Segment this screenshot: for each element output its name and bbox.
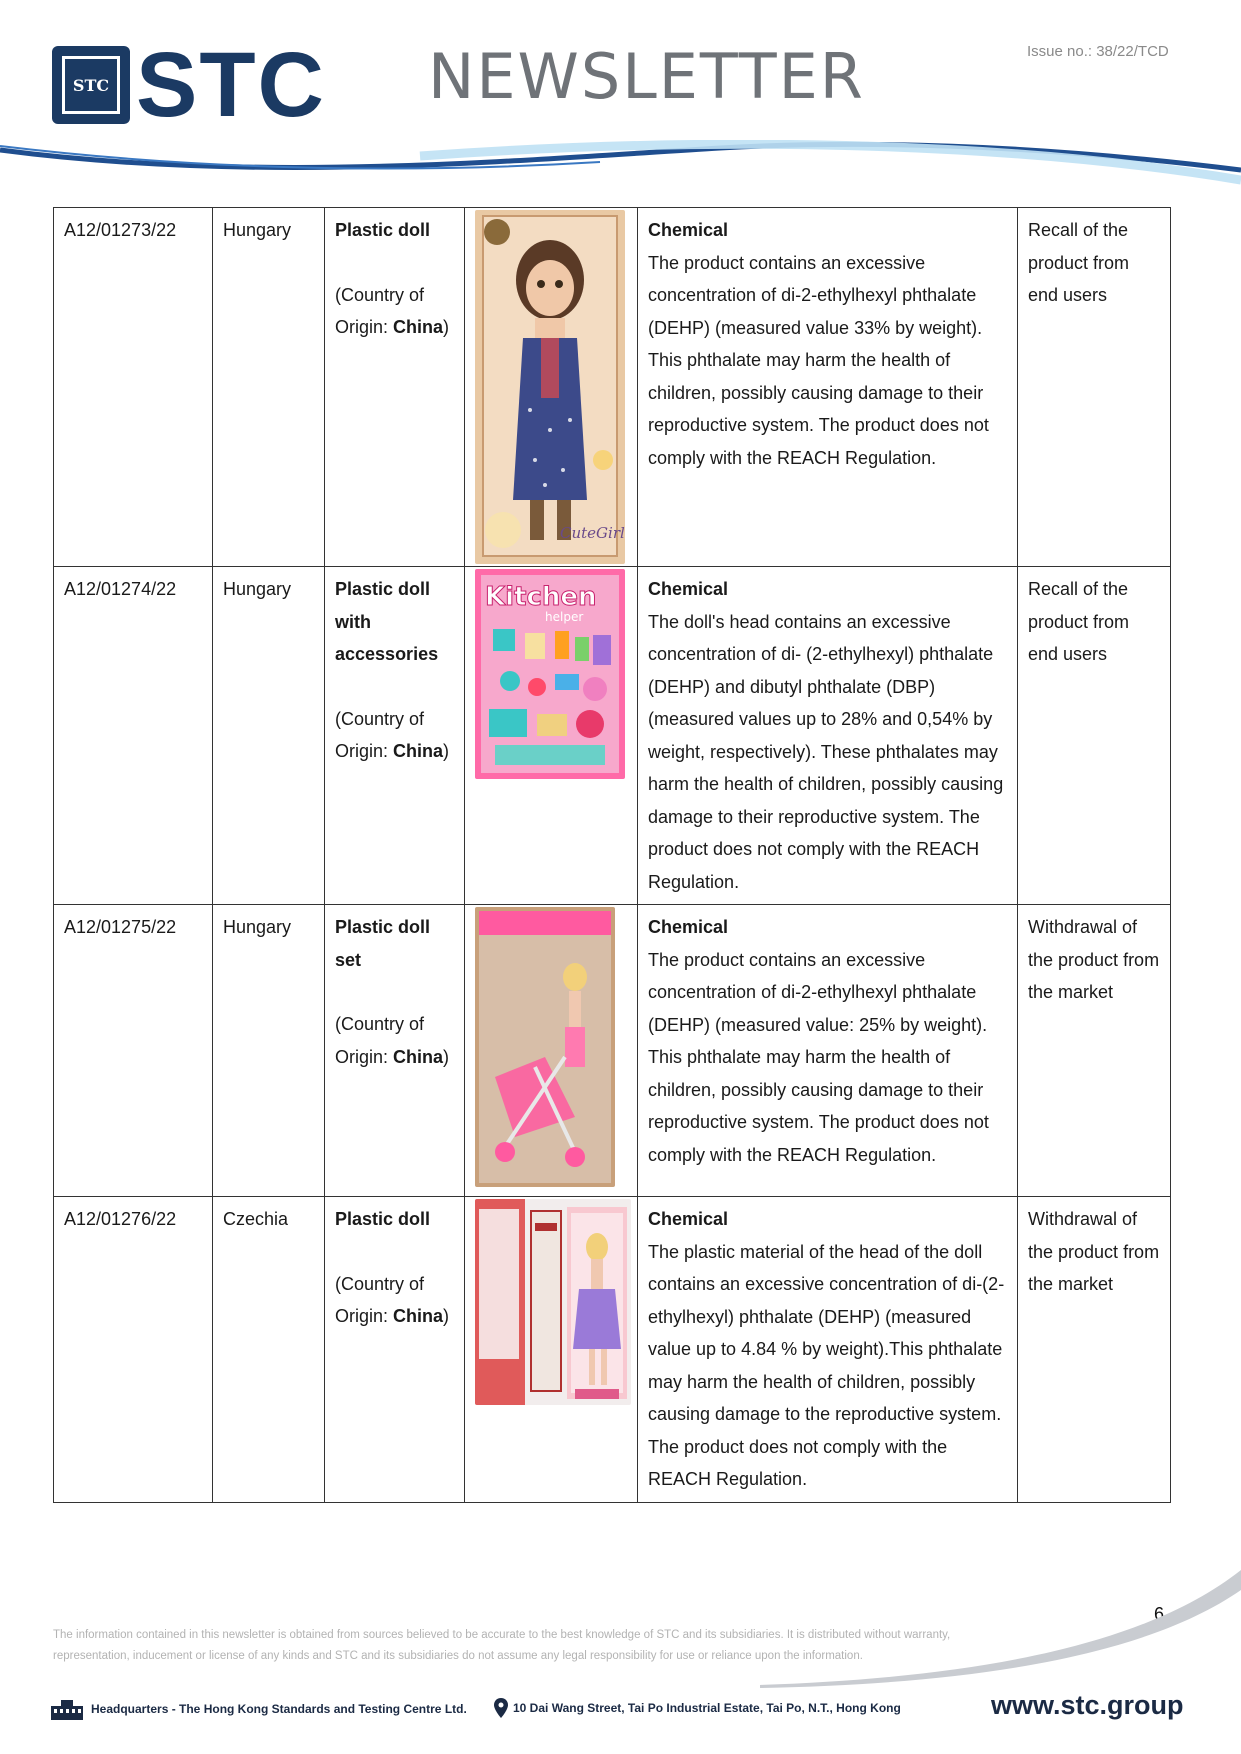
table-row — [54, 905, 1171, 1197]
hazard-cell — [638, 905, 1018, 1197]
alert-ref: A12/01276/22 — [54, 1197, 213, 1503]
newsletter-title: NEWSLETTER — [428, 40, 865, 113]
hq-block — [49, 1698, 467, 1720]
hazard-cell — [638, 1197, 1018, 1503]
alert-country: Hungary — [213, 567, 325, 905]
origin-close: ) — [443, 317, 450, 337]
origin-country: China — [393, 1306, 444, 1326]
product-cell — [325, 208, 465, 567]
product-photo-kitchen-set — [475, 569, 625, 779]
alert-ref: A12/01274/22 — [54, 567, 213, 905]
hazard-cell — [638, 567, 1018, 905]
hazard-description: The doll's head contains an excessive concentration of di- (2-ethylhexyl) phthalate (DEHP) and dibutyl phthalate (DBP) (measured values up to 28% and 0,54% by weight, respectively). These phthalates may harm the health of children, possibly causing damage to their reproductive system. The product does not comply with the REACH Regulation. — [648, 611, 1004, 892]
hazard-cell — [638, 208, 1018, 567]
hazard-description: The plastic material of the head of the doll contains an excessive concentration of di-(2-ethylhexyl) phthalate (DEHP) (measured value up to 4.84 % by weight).This phthalate may harm the health of children, possibly causing damage to the reproductive system. The product does not comply with the REACH Regulation. — [648, 1241, 1005, 1489]
product-cell — [325, 567, 465, 905]
measures-taken: Withdrawal of the product from the market — [1018, 905, 1171, 1197]
hazard-description: The product contains an excessive concentration of di-2-ethylhexyl phthalate (DEHP) (measured value: 25% by weight). This phthalate may harm the health of children, possibly causing damage to their reproductive system. The product does not comply with the REACH Regulation. — [648, 949, 989, 1165]
origin-label: (Country of Origin: — [335, 1273, 425, 1326]
origin-label: (Country of Origin: — [335, 708, 425, 761]
origin-label: (Country of Origin: — [335, 1014, 425, 1067]
origin-country: China — [393, 317, 444, 337]
photo-brand-text: CuteGirl — [560, 524, 625, 542]
location-pin-icon — [494, 1698, 508, 1718]
product-cell — [325, 905, 465, 1197]
header-swoosh-decoration — [0, 140, 1241, 200]
logo-mark-text: STC — [62, 56, 120, 114]
alert-country: Czechia — [213, 1197, 325, 1503]
origin-close: ) — [443, 741, 450, 761]
product-name: Plastic doll with accessories — [335, 579, 439, 664]
measures-taken: Withdrawal of the product from the market — [1018, 1197, 1171, 1503]
origin-close: ) — [443, 1306, 450, 1326]
hazard-type: Chemical — [648, 1209, 729, 1229]
photo-brand-text: Kitchen — [485, 582, 597, 612]
hazard-type: Chemical — [648, 579, 729, 599]
measures-taken: Recall of the product from end users — [1018, 567, 1171, 905]
table-row — [54, 567, 1171, 905]
hq-text: Headquarters - The Hong Kong Standards and Testing Centre Ltd. — [91, 1702, 467, 1716]
stc-logo — [52, 34, 326, 136]
photo-sub-text: helper — [545, 610, 584, 624]
origin-country: China — [393, 741, 444, 761]
product-name: Plastic doll — [335, 220, 431, 240]
page-header — [0, 0, 1241, 200]
origin-country: China — [393, 1046, 444, 1067]
issue-number: Issue no.: 38/22/TCD — [1027, 43, 1169, 60]
product-image-cell — [465, 905, 638, 1197]
product-photo-stroller-set — [475, 907, 615, 1187]
product-image-cell — [465, 567, 638, 905]
logo-text: STC — [136, 34, 326, 136]
alert-ref: A12/01273/22 — [54, 208, 213, 567]
page-footer — [49, 1690, 1189, 1730]
product-image-cell — [465, 208, 638, 567]
product-image-cell — [465, 1197, 638, 1503]
building-icon — [49, 1698, 85, 1720]
hazard-type: Chemical — [648, 220, 729, 240]
website-link[interactable]: www.stc.group — [991, 1690, 1184, 1720]
hazard-type: Chemical — [648, 917, 729, 937]
product-name: Plastic doll set — [335, 917, 431, 970]
product-name: Plastic doll — [335, 1209, 431, 1229]
page-number: 6 — [1154, 1604, 1165, 1624]
alert-ref: A12/01275/22 — [54, 905, 213, 1197]
origin-close: ) — [443, 1046, 450, 1067]
table-row — [54, 1197, 1171, 1503]
product-cell — [325, 1197, 465, 1503]
measures-taken: Recall of the product from end users — [1018, 208, 1171, 567]
hazard-description: The product contains an excessive concentration of di-2-ethylhexyl phthalate (DEHP) (measured value 33% by weight). This phthalate may harm the health of children, possibly causing damage to their reproductive system. The product does not comply with the REACH Regulation. — [648, 252, 989, 468]
address-text: 10 Dai Wang Street, Tai Po Industrial Estate, Tai Po, N.T., Hong Kong — [513, 1701, 901, 1715]
origin-label: (Country of Origin: — [335, 284, 425, 337]
alert-country: Hungary — [213, 208, 325, 567]
address-block — [494, 1698, 901, 1718]
alert-country: Hungary — [213, 905, 325, 1197]
product-photo-doll-box — [475, 210, 625, 564]
product-photo-doll-package — [475, 1199, 631, 1405]
logo-mark-icon — [52, 46, 130, 124]
alerts-table — [53, 207, 1171, 1503]
disclaimer-text: The information contained in this newsletter is obtained from sources believed to be accurate to the best knowledge of STC and its subsidiaries. It is distributed without warranty, representation, inducement or license of any kinds and STC and its subsidiaries do not assume any legal responsibility for use or reliance upon the information. — [53, 1629, 951, 1662]
table-row — [54, 208, 1171, 567]
